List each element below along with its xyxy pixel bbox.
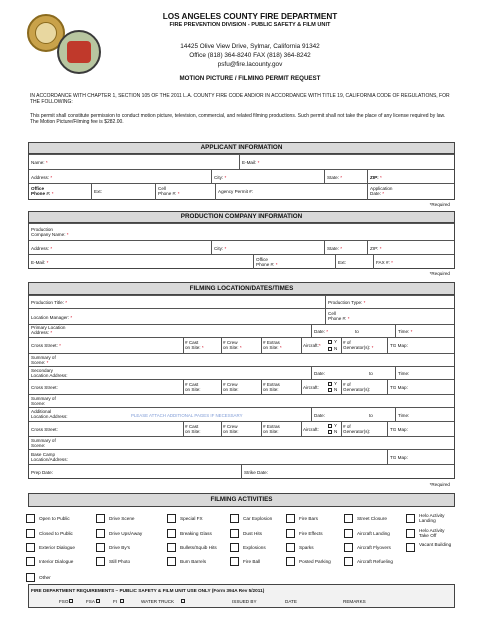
company-email-field[interactable]: E-Mail: * xyxy=(31,260,49,265)
secondary-no-label: N xyxy=(334,387,338,392)
division-subtitle: FIRE PREVENTION DIVISION - PUBLIC SAFETY & FILM UNIT xyxy=(169,22,331,28)
activity-checkbox[interactable] xyxy=(26,514,35,523)
manager-cell-field[interactable]: Cell Phone #: * xyxy=(328,311,350,321)
secondary-aircraft-label: Aircraft: xyxy=(303,385,319,390)
secondary-aircraft-yes-checkbox[interactable] xyxy=(328,382,332,386)
additional-location-row xyxy=(29,407,454,421)
applicant-state-field[interactable]: State: * xyxy=(327,175,343,180)
activity-label: Sparks xyxy=(299,545,314,550)
department-phone: Office (818) 364-8240 FAX (818) 364-8242 xyxy=(189,52,311,59)
activity-label: Aircraft Flyovers xyxy=(357,545,391,550)
primary-location-field[interactable]: Primary Location Address: * xyxy=(31,325,66,335)
additional-summary-field[interactable]: Summary of Scene: xyxy=(31,438,56,448)
activity-checkbox[interactable] xyxy=(344,529,353,538)
production-section xyxy=(28,211,455,269)
applicant-section xyxy=(28,142,455,200)
primary-summary-field[interactable]: Summary of Scene: * xyxy=(31,355,56,365)
additional-extras-field[interactable]: # Extras on Site: xyxy=(263,424,280,434)
activity-label: Bullets/Squib Hits xyxy=(180,545,217,550)
filming-row-manager xyxy=(29,308,454,324)
name-field[interactable]: Name: * xyxy=(31,160,48,165)
activity-checkbox[interactable] xyxy=(344,557,353,566)
activity-label: Burn Barrels xyxy=(180,559,207,564)
activity-label: Vacant Building xyxy=(419,542,452,547)
activity-label: Car Explosion xyxy=(243,516,273,521)
primary-extras-field[interactable]: # Extras on Site: * xyxy=(263,340,282,350)
activity-checkbox[interactable] xyxy=(286,514,295,523)
primary-date-to: to xyxy=(355,329,359,334)
secondary-cast-field[interactable]: # Cast on Site: xyxy=(185,382,201,392)
basecamp-field[interactable]: Base Camp Location/Address: xyxy=(31,452,68,462)
fso-label: FSO xyxy=(59,599,69,604)
production-row-2 xyxy=(29,240,454,254)
additional-aircraft-label: Aircraft: xyxy=(303,427,319,432)
activity-label: Drive Scene xyxy=(109,516,135,521)
secondary-tgmap-field[interactable]: TG Map: xyxy=(390,385,408,390)
applicant-ext-field[interactable]: Ext: xyxy=(94,189,102,194)
applicant-office-phone-field[interactable]: Office Phone #: * xyxy=(31,186,54,196)
fi-label: FI xyxy=(113,599,118,604)
activity-label: Explosions xyxy=(243,545,266,550)
secondary-crew-field[interactable]: # Crew on Site: xyxy=(223,382,239,392)
secondary-time-field[interactable]: Time: xyxy=(398,371,410,376)
additional-time-field[interactable]: Time: xyxy=(398,413,410,418)
activity-checkbox[interactable] xyxy=(286,557,295,566)
primary-details-row xyxy=(29,337,454,353)
intro-permit-text: This permit shall constitute permission to conduct motion picture, television, commercial, and related filming productions. Such permit shall not take the place of any license required by law. The Motion Picture/Filming fee is $282.00. xyxy=(30,113,446,126)
additional-tgmap-field[interactable]: TG Map: xyxy=(390,427,408,432)
filming-row-title xyxy=(29,295,454,308)
primary-cast-field[interactable]: # Cast on Site: * xyxy=(185,340,204,350)
intro-legal-text: IN ACCORDANCE WITH CHAPTER 1, SECTION 105 OF THE 2011 L.A. COUNTY FIRE CODE AND/OR IN ACCORDANCE WITH TITLE 19, CALIFORNIA CODE OF REGULATIONS, FOR THE FOLLOWING: xyxy=(30,93,450,106)
activity-label: Street Closure xyxy=(357,516,387,521)
company-city-field[interactable]: City: * xyxy=(214,246,227,251)
activity-checkbox[interactable] xyxy=(344,514,353,523)
additional-aircraft-no-checkbox[interactable] xyxy=(328,430,332,434)
additional-no-label: N xyxy=(334,429,338,434)
activity-checkbox[interactable] xyxy=(406,543,415,552)
secondary-yes-label: Y xyxy=(334,381,338,386)
activity-label: Exterior Dialogue xyxy=(39,545,75,550)
applicant-heading: APPLICANT INFORMATION xyxy=(29,143,454,154)
primary-tgmap-field[interactable]: TG Map: xyxy=(390,343,408,348)
activity-checkbox[interactable] xyxy=(230,543,239,552)
additional-date-to: to xyxy=(369,413,373,418)
activity-label: Helo Activity Landing xyxy=(419,513,445,523)
additional-summary-row xyxy=(29,436,454,449)
primary-aircraft-label: Aircraft:* xyxy=(303,343,321,348)
department-use-heading: FIRE DEPARTMENT REQUIREMENTS – PUBLIC SAFETY & FILM UNIT USE ONLY (Form 394A Rev 5/2011) xyxy=(31,588,265,593)
primary-time-field[interactable]: Time: * xyxy=(398,329,413,334)
activity-label: Helo Activity Take Off xyxy=(419,528,445,538)
production-row-3 xyxy=(29,254,454,269)
required-note: *Required xyxy=(429,202,450,207)
activity-checkbox[interactable] xyxy=(286,543,295,552)
production-type-field[interactable]: Production Type: * xyxy=(328,300,366,305)
activity-checkbox[interactable] xyxy=(26,543,35,552)
fire-department-badge xyxy=(57,30,101,74)
agency-permit-field[interactable]: Agency Permit #: xyxy=(218,189,253,194)
activity-checkbox[interactable] xyxy=(344,543,353,552)
activity-checkbox[interactable] xyxy=(96,529,105,538)
remarks-label: REMARKS xyxy=(343,599,366,604)
activity-label: Drive By's xyxy=(109,545,130,550)
primary-date-field[interactable]: Date: * xyxy=(314,329,329,334)
secondary-generators-field[interactable]: # of Generator(s): xyxy=(343,382,371,392)
date-label: DATE xyxy=(285,599,297,604)
additional-location-field[interactable]: Additional Location Address: xyxy=(31,409,68,419)
applicant-row-3 xyxy=(29,183,454,200)
production-heading: PRODUCTION COMPANY INFORMATION xyxy=(29,212,454,223)
activity-checkbox[interactable] xyxy=(167,514,176,523)
company-zip-field[interactable]: ZIP: * xyxy=(370,246,382,251)
secondary-location-row xyxy=(29,366,454,379)
applicant-city-field[interactable]: City: * xyxy=(214,175,227,180)
required-note: *Required xyxy=(429,271,450,276)
fi-checkbox[interactable] xyxy=(120,599,124,603)
primary-aircraft-no-checkbox[interactable] xyxy=(328,347,332,351)
activity-label: Open to Public xyxy=(39,516,70,521)
applicant-row-1 xyxy=(29,154,454,169)
additional-yes-label: Y xyxy=(334,423,338,428)
additional-cast-field[interactable]: # Cast on Site: xyxy=(185,424,201,434)
secondary-summary-field[interactable]: Summary of Scene: xyxy=(31,396,56,406)
activity-label: Special FX xyxy=(180,516,203,521)
secondary-aircraft-no-checkbox[interactable] xyxy=(328,388,332,392)
production-row-1 xyxy=(29,223,454,240)
attach-pages-note: PLEASE ATTACH ADDITIONAL PAGES IF NECESSARY xyxy=(131,413,243,418)
additional-generators-field[interactable]: # of Generator(s): xyxy=(343,424,371,434)
form-title: MOTION PICTURE / FILMING PERMIT REQUEST xyxy=(179,75,321,82)
fsa-label: FSA xyxy=(86,599,95,604)
water-truck-label: WATER TRUCK xyxy=(141,599,175,604)
activity-label: Fire Bars xyxy=(299,516,319,521)
activity-checkbox[interactable] xyxy=(26,529,35,538)
basecamp-row xyxy=(29,449,454,464)
activity-label: Posted Parking xyxy=(299,559,331,564)
required-note: *Required xyxy=(429,482,450,487)
primary-yes-label: Y xyxy=(334,339,338,344)
primary-generators-field[interactable]: # of Generator(s): * xyxy=(343,340,374,350)
secondary-details-row xyxy=(29,379,454,394)
applicant-address-field[interactable]: Address: * xyxy=(31,175,53,180)
activity-checkbox[interactable] xyxy=(167,557,176,566)
applicant-row-2 xyxy=(29,169,454,183)
activities-heading: FILMING ACTIVITIES xyxy=(29,494,454,506)
activity-checkbox[interactable] xyxy=(286,529,295,538)
filming-section xyxy=(28,282,455,479)
activity-checkbox[interactable] xyxy=(167,529,176,538)
activities-section xyxy=(28,493,455,507)
activity-checkbox[interactable] xyxy=(406,529,415,538)
department-use-section xyxy=(28,584,455,608)
activity-checkbox[interactable] xyxy=(96,543,105,552)
activity-label: Drive Ups/Away xyxy=(109,531,143,536)
water-truck-checkbox[interactable] xyxy=(181,599,185,603)
strike-date-field[interactable]: Strike Date: xyxy=(244,470,268,475)
primary-location-row xyxy=(29,324,454,337)
prep-date-field[interactable]: Prep Date: xyxy=(31,470,53,475)
secondary-date-field[interactable]: Date: xyxy=(314,371,325,376)
activity-checkbox[interactable] xyxy=(230,557,239,566)
primary-crew-field[interactable]: # Crew on Site: * xyxy=(223,340,242,350)
additional-crew-field[interactable]: # Crew on Site: xyxy=(223,424,239,434)
activity-checkbox[interactable] xyxy=(26,573,35,582)
activity-label: Breaking Glass xyxy=(180,531,212,536)
company-fax-field[interactable]: FAX #: * xyxy=(376,260,393,265)
secondary-cross-street-field[interactable]: Cross Street: xyxy=(31,385,58,390)
additional-cross-street-field[interactable]: Cross Street: xyxy=(31,427,58,432)
production-title-field[interactable]: Production Title: * xyxy=(31,300,68,305)
activity-label: Other xyxy=(39,575,51,580)
secondary-extras-field[interactable]: # Extras on Site: xyxy=(263,382,280,392)
activity-label: Interior Dialogue xyxy=(39,559,74,564)
fsa-checkbox[interactable] xyxy=(96,599,100,603)
additional-aircraft-yes-checkbox[interactable] xyxy=(328,424,332,428)
prep-strike-row xyxy=(29,464,454,479)
activity-checkbox[interactable] xyxy=(167,543,176,552)
applicant-cell-field[interactable]: Cell Phone #: * xyxy=(158,186,180,196)
additional-date-field[interactable]: Date: xyxy=(314,413,325,418)
filming-heading: FILMING LOCATION/DATES/TIMES xyxy=(29,283,454,295)
secondary-summary-row xyxy=(29,394,454,407)
department-address: 14425 Olive View Drive, Sylmar, California 91342 xyxy=(180,43,320,50)
company-office-phone-field[interactable]: Office Phone #: * xyxy=(256,257,278,267)
issued-by-label: ISSUED BY xyxy=(232,599,257,604)
company-name-field[interactable]: Production Company Name: * xyxy=(31,227,69,237)
activity-label: Closed to Public xyxy=(39,531,73,536)
activity-checkbox[interactable] xyxy=(230,514,239,523)
applicant-email-field[interactable]: E-Mail: * xyxy=(242,160,260,165)
activity-checkbox[interactable] xyxy=(406,514,415,523)
primary-aircraft-yes-checkbox[interactable] xyxy=(328,340,332,344)
application-date-field[interactable]: Application Date: * xyxy=(370,186,393,196)
activity-label: Aircraft Refueling xyxy=(357,559,393,564)
activity-checkbox[interactable] xyxy=(96,514,105,523)
secondary-date-to: to xyxy=(369,371,373,376)
activity-label: Aircraft Landing xyxy=(357,531,390,536)
department-email: psfu@fire.lacounty.gov xyxy=(217,61,283,68)
location-manager-field[interactable]: Location Manager: * xyxy=(31,315,73,320)
secondary-location-field[interactable]: Secondary Location Address: xyxy=(31,368,68,378)
primary-summary-row xyxy=(29,353,454,366)
company-state-field[interactable]: State: * xyxy=(327,246,343,251)
activity-label: Still Photo xyxy=(109,559,131,564)
fso-checkbox[interactable] xyxy=(69,599,73,603)
activity-label: Fire Ball xyxy=(243,559,261,564)
activity-checkbox[interactable] xyxy=(26,557,35,566)
company-address-field[interactable]: Address: * xyxy=(31,246,53,251)
activity-checkbox[interactable] xyxy=(230,529,239,538)
primary-cross-street-field[interactable]: Cross Street: * xyxy=(31,343,61,348)
applicant-zip-field[interactable]: ZIP: * xyxy=(370,175,382,180)
activity-label: Dust Hits xyxy=(243,531,263,536)
company-ext-field[interactable]: Ext: xyxy=(338,260,346,265)
primary-no-label: N xyxy=(334,346,338,351)
activity-label: Fire Effects xyxy=(299,531,323,536)
additional-details-row xyxy=(29,421,454,436)
activity-checkbox[interactable] xyxy=(96,557,105,566)
department-title: LOS ANGELES COUNTY FIRE DEPARTMENT xyxy=(162,12,338,21)
basecamp-tgmap-field[interactable]: TG Map: xyxy=(390,455,408,460)
